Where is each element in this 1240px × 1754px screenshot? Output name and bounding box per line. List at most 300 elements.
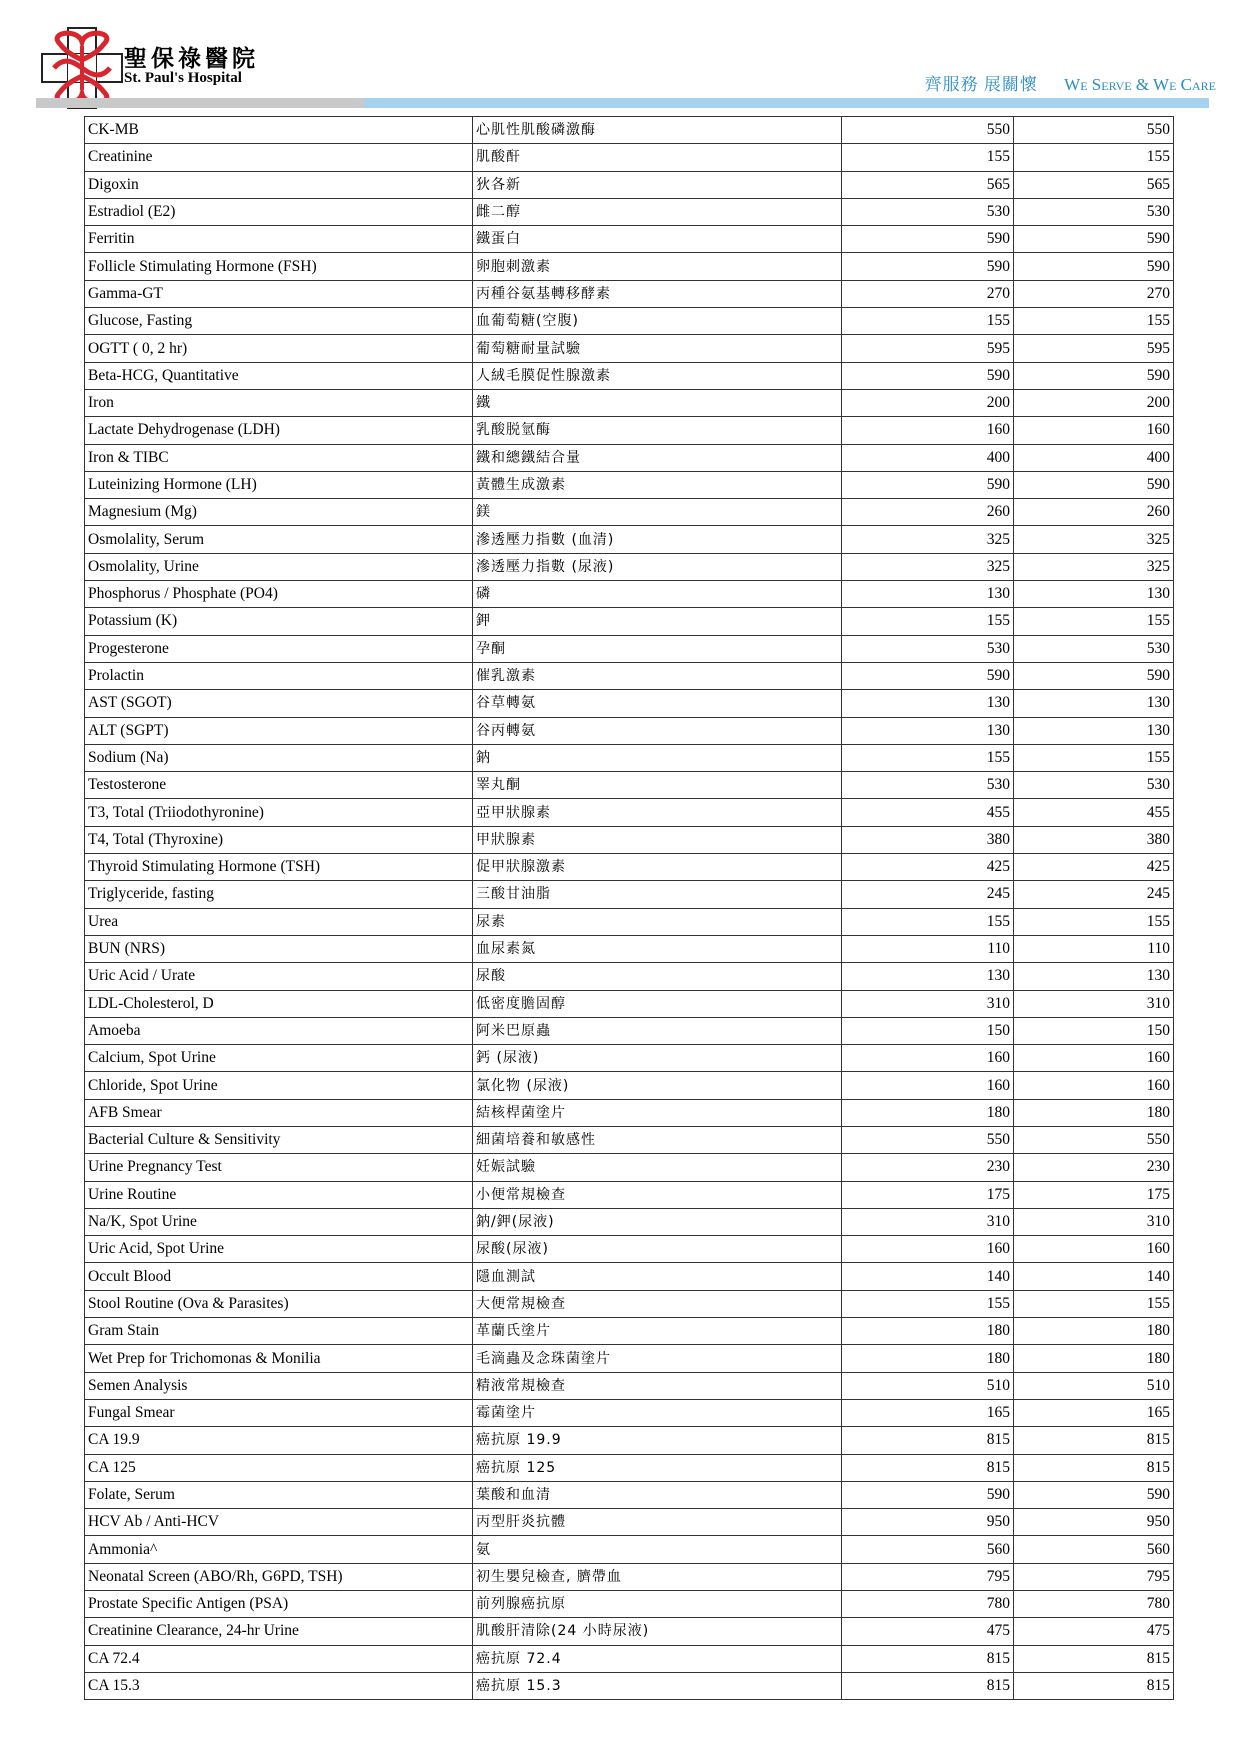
test-name-en: Glucose, Fasting	[85, 308, 473, 335]
price-1: 475	[842, 1618, 1014, 1645]
price-2: 590	[1014, 662, 1174, 689]
test-name-cn: 鈣 (尿液)	[473, 1045, 842, 1072]
price-1: 150	[842, 1017, 1014, 1044]
test-name-cn: 革蘭氏塗片	[473, 1318, 842, 1345]
price-1: 160	[842, 1045, 1014, 1072]
price-1: 155	[842, 744, 1014, 771]
test-name-en: Prolactin	[85, 662, 473, 689]
table-row	[85, 389, 1174, 416]
table-row	[85, 1591, 1174, 1618]
test-name-cn: 乳酸脱氫酶	[473, 417, 842, 444]
price-1: 130	[842, 717, 1014, 744]
test-name-cn: 妊娠試驗	[473, 1154, 842, 1181]
price-1: 550	[842, 1126, 1014, 1153]
test-name-cn: 葉酸和血清	[473, 1481, 842, 1508]
test-name-en: T3, Total (Triiodothyronine)	[85, 799, 473, 826]
price-2: 325	[1014, 526, 1174, 553]
price-1: 200	[842, 389, 1014, 416]
price-2: 530	[1014, 635, 1174, 662]
price-2: 475	[1014, 1618, 1174, 1645]
table-row	[85, 1236, 1174, 1263]
test-name-cn: 滲透壓力指數 (尿液)	[473, 553, 842, 580]
test-name-cn: 小便常規檢查	[473, 1181, 842, 1208]
table-row	[85, 1427, 1174, 1454]
price-1: 565	[842, 171, 1014, 198]
price-2: 155	[1014, 144, 1174, 171]
test-name-cn: 鐵和總鐵結合量	[473, 444, 842, 471]
table-row	[85, 1181, 1174, 1208]
price-1: 155	[842, 908, 1014, 935]
table-row	[85, 417, 1174, 444]
test-name-cn: 肌酸酐	[473, 144, 842, 171]
table-row	[85, 117, 1174, 144]
price-2: 325	[1014, 553, 1174, 580]
header-divider-grey	[36, 98, 364, 108]
test-name-en: LDL-Cholesterol, D	[85, 990, 473, 1017]
test-name-cn: 前列腺癌抗原	[473, 1591, 842, 1618]
price-1: 550	[842, 117, 1014, 144]
table-row	[85, 581, 1174, 608]
price-2: 150	[1014, 1017, 1174, 1044]
price-2: 950	[1014, 1509, 1174, 1536]
price-2: 260	[1014, 499, 1174, 526]
test-name-en: Magnesium (Mg)	[85, 499, 473, 526]
test-name-cn: 丙種谷氨基轉移酵素	[473, 280, 842, 307]
test-name-cn: 血尿素氮	[473, 935, 842, 962]
table-row	[85, 1290, 1174, 1317]
test-name-en: HCV Ab / Anti-HCV	[85, 1509, 473, 1536]
test-name-cn: 人絨毛膜促性腺激素	[473, 362, 842, 389]
price-1: 815	[842, 1672, 1014, 1699]
test-name-cn: 卵胞刺激素	[473, 253, 842, 280]
price-1: 325	[842, 526, 1014, 553]
price-table-body	[85, 117, 1174, 1700]
test-name-en: Urea	[85, 908, 473, 935]
price-1: 795	[842, 1563, 1014, 1590]
test-name-cn: 低密度膽固醇	[473, 990, 842, 1017]
price-2: 400	[1014, 444, 1174, 471]
test-name-en: Na/K, Spot Urine	[85, 1208, 473, 1235]
table-row	[85, 1318, 1174, 1345]
price-2: 245	[1014, 881, 1174, 908]
price-1: 400	[842, 444, 1014, 471]
table-row	[85, 1454, 1174, 1481]
test-name-en: AFB Smear	[85, 1099, 473, 1126]
table-row	[85, 1017, 1174, 1044]
table-row	[85, 553, 1174, 580]
table-row	[85, 471, 1174, 498]
test-name-cn: 甲狀腺素	[473, 826, 842, 853]
test-name-en: BUN (NRS)	[85, 935, 473, 962]
test-name-cn: 鈉	[473, 744, 842, 771]
test-name-en: Sodium (Na)	[85, 744, 473, 771]
test-name-en: AST (SGOT)	[85, 690, 473, 717]
price-1: 130	[842, 963, 1014, 990]
price-1: 595	[842, 335, 1014, 362]
price-1: 815	[842, 1427, 1014, 1454]
table-row	[85, 308, 1174, 335]
price-2: 455	[1014, 799, 1174, 826]
price-2: 160	[1014, 1236, 1174, 1263]
test-name-en: ALT (SGPT)	[85, 717, 473, 744]
table-row	[85, 1372, 1174, 1399]
test-name-en: Urine Routine	[85, 1181, 473, 1208]
test-name-cn: 雌二醇	[473, 198, 842, 225]
test-name-cn: 滲透壓力指數 (血清)	[473, 526, 842, 553]
slogan-cn: 齊服務 展關懷	[924, 75, 1038, 94]
table-row	[85, 1126, 1174, 1153]
price-2: 425	[1014, 854, 1174, 881]
page-header	[0, 0, 1240, 110]
price-2: 550	[1014, 1126, 1174, 1153]
table-row	[85, 171, 1174, 198]
price-1: 815	[842, 1454, 1014, 1481]
table-row	[85, 1208, 1174, 1235]
price-2: 270	[1014, 280, 1174, 307]
table-row	[85, 526, 1174, 553]
price-2: 815	[1014, 1427, 1174, 1454]
test-name-cn: 細菌培養和敏感性	[473, 1126, 842, 1153]
price-2: 155	[1014, 744, 1174, 771]
test-name-en: Urine Pregnancy Test	[85, 1154, 473, 1181]
price-2: 180	[1014, 1345, 1174, 1372]
table-row	[85, 1154, 1174, 1181]
test-name-en: Progesterone	[85, 635, 473, 662]
price-2: 795	[1014, 1563, 1174, 1590]
test-name-en: T4, Total (Thyroxine)	[85, 826, 473, 853]
price-1: 180	[842, 1099, 1014, 1126]
test-name-en: Gram Stain	[85, 1318, 473, 1345]
price-2: 110	[1014, 935, 1174, 962]
price-1: 590	[842, 471, 1014, 498]
table-row	[85, 908, 1174, 935]
price-2: 155	[1014, 608, 1174, 635]
price-2: 510	[1014, 1372, 1174, 1399]
table-row	[85, 744, 1174, 771]
price-2: 530	[1014, 772, 1174, 799]
table-row	[85, 1481, 1174, 1508]
price-2: 200	[1014, 389, 1174, 416]
test-name-en: CK-MB	[85, 117, 473, 144]
test-name-cn: 癌抗原 72.4	[473, 1645, 842, 1672]
price-2: 380	[1014, 826, 1174, 853]
table-row	[85, 1536, 1174, 1563]
price-1: 160	[842, 417, 1014, 444]
price-2: 590	[1014, 226, 1174, 253]
test-name-cn: 鐵	[473, 389, 842, 416]
test-name-en: Iron	[85, 389, 473, 416]
table-row	[85, 1618, 1174, 1645]
test-name-en: Chloride, Spot Urine	[85, 1072, 473, 1099]
table-row	[85, 1672, 1174, 1699]
test-name-cn: 丙型肝炎抗體	[473, 1509, 842, 1536]
slogan	[925, 70, 1216, 95]
hospital-name-cn: 聖保祿醫院	[124, 46, 259, 71]
test-name-cn: 睪丸酮	[473, 772, 842, 799]
table-row	[85, 1072, 1174, 1099]
table-row	[85, 1563, 1174, 1590]
test-name-en: Osmolality, Serum	[85, 526, 473, 553]
price-2: 590	[1014, 362, 1174, 389]
table-row	[85, 690, 1174, 717]
price-2: 155	[1014, 908, 1174, 935]
price-1: 245	[842, 881, 1014, 908]
price-2: 595	[1014, 335, 1174, 362]
table-row	[85, 1645, 1174, 1672]
table-row	[85, 1345, 1174, 1372]
price-1: 155	[842, 1290, 1014, 1317]
price-2: 815	[1014, 1454, 1174, 1481]
table-row	[85, 362, 1174, 389]
price-2: 160	[1014, 417, 1174, 444]
table-row	[85, 444, 1174, 471]
price-1: 590	[842, 362, 1014, 389]
price-2: 130	[1014, 963, 1174, 990]
price-2: 815	[1014, 1645, 1174, 1672]
price-1: 530	[842, 198, 1014, 225]
price-1: 155	[842, 308, 1014, 335]
price-1: 590	[842, 1481, 1014, 1508]
price-2: 160	[1014, 1072, 1174, 1099]
test-name-en: Uric Acid / Urate	[85, 963, 473, 990]
test-name-en: Ferritin	[85, 226, 473, 253]
test-name-cn: 尿素	[473, 908, 842, 935]
test-name-en: Prostate Specific Antigen (PSA)	[85, 1591, 473, 1618]
test-name-cn: 結核桿菌塗片	[473, 1099, 842, 1126]
table-row	[85, 1045, 1174, 1072]
test-name-en: Stool Routine (Ova & Parasites)	[85, 1290, 473, 1317]
test-name-en: Calcium, Spot Urine	[85, 1045, 473, 1072]
test-name-en: Luteinizing Hormone (LH)	[85, 471, 473, 498]
header-divider-blue	[364, 98, 1209, 108]
table-row	[85, 799, 1174, 826]
table-row	[85, 854, 1174, 881]
hospital-name-en: St. Paul's Hospital	[124, 70, 242, 86]
price-1: 815	[842, 1645, 1014, 1672]
test-name-en: Amoeba	[85, 1017, 473, 1044]
test-name-cn: 氨	[473, 1536, 842, 1563]
price-2: 560	[1014, 1536, 1174, 1563]
test-name-cn: 亞甲狀腺素	[473, 799, 842, 826]
test-name-en: Lactate Dehydrogenase (LDH)	[85, 417, 473, 444]
price-2: 780	[1014, 1591, 1174, 1618]
test-name-en: Folate, Serum	[85, 1481, 473, 1508]
price-1: 130	[842, 581, 1014, 608]
price-1: 180	[842, 1345, 1014, 1372]
table-row	[85, 662, 1174, 689]
price-1: 160	[842, 1236, 1014, 1263]
price-2: 180	[1014, 1099, 1174, 1126]
test-name-cn: 催乳激素	[473, 662, 842, 689]
test-name-en: CA 15.3	[85, 1672, 473, 1699]
price-2: 130	[1014, 717, 1174, 744]
table-row	[85, 635, 1174, 662]
table-row	[85, 990, 1174, 1017]
test-name-cn: 谷草轉氨	[473, 690, 842, 717]
test-name-en: Gamma-GT	[85, 280, 473, 307]
test-name-en: Thyroid Stimulating Hormone (TSH)	[85, 854, 473, 881]
table-row	[85, 772, 1174, 799]
price-1: 165	[842, 1399, 1014, 1426]
table-row	[85, 717, 1174, 744]
test-name-cn: 鐵蛋白	[473, 226, 842, 253]
price-2: 590	[1014, 471, 1174, 498]
test-name-en: Occult Blood	[85, 1263, 473, 1290]
table-row	[85, 826, 1174, 853]
price-2: 175	[1014, 1181, 1174, 1208]
test-name-en: Uric Acid, Spot Urine	[85, 1236, 473, 1263]
price-1: 160	[842, 1072, 1014, 1099]
test-name-cn: 血葡萄糖(空腹)	[473, 308, 842, 335]
price-1: 155	[842, 144, 1014, 171]
price-1: 950	[842, 1509, 1014, 1536]
test-name-en: Fungal Smear	[85, 1399, 473, 1426]
price-2: 590	[1014, 1481, 1174, 1508]
price-2: 550	[1014, 117, 1174, 144]
test-name-cn: 黃體生成激素	[473, 471, 842, 498]
test-name-cn: 磷	[473, 581, 842, 608]
price-2: 590	[1014, 253, 1174, 280]
test-name-cn: 氯化物 (尿液)	[473, 1072, 842, 1099]
test-name-cn: 大便常規檢查	[473, 1290, 842, 1317]
test-name-cn: 狄各新	[473, 171, 842, 198]
price-1: 310	[842, 990, 1014, 1017]
price-2: 310	[1014, 990, 1174, 1017]
price-2: 140	[1014, 1263, 1174, 1290]
test-name-en: OGTT ( 0, 2 hr)	[85, 335, 473, 362]
price-2: 815	[1014, 1672, 1174, 1699]
test-name-cn: 鎂	[473, 499, 842, 526]
table-row	[85, 198, 1174, 225]
price-1: 590	[842, 253, 1014, 280]
test-name-en: Neonatal Screen (ABO/Rh, G6PD, TSH)	[85, 1563, 473, 1590]
price-1: 590	[842, 226, 1014, 253]
test-name-cn: 尿酸(尿液)	[473, 1236, 842, 1263]
price-1: 260	[842, 499, 1014, 526]
slogan-en: We Serve & We Care	[1064, 75, 1216, 94]
test-name-en: CA 125	[85, 1454, 473, 1481]
test-name-cn: 尿酸	[473, 963, 842, 990]
test-name-en: Osmolality, Urine	[85, 553, 473, 580]
price-2: 130	[1014, 581, 1174, 608]
price-2: 180	[1014, 1318, 1174, 1345]
price-1: 130	[842, 690, 1014, 717]
price-1: 325	[842, 553, 1014, 580]
price-2: 530	[1014, 198, 1174, 225]
price-2: 130	[1014, 690, 1174, 717]
test-name-en: Potassium (K)	[85, 608, 473, 635]
test-name-cn: 癌抗原 15.3	[473, 1672, 842, 1699]
test-name-cn: 谷丙轉氨	[473, 717, 842, 744]
table-row	[85, 1263, 1174, 1290]
price-1: 455	[842, 799, 1014, 826]
test-name-en: Triglyceride, fasting	[85, 881, 473, 908]
test-name-cn: 隱血測試	[473, 1263, 842, 1290]
price-1: 560	[842, 1536, 1014, 1563]
test-name-en: Testosterone	[85, 772, 473, 799]
test-name-cn: 鈉/鉀(尿液)	[473, 1208, 842, 1235]
test-name-en: Phosphorus / Phosphate (PO4)	[85, 581, 473, 608]
test-name-en: Iron & TIBC	[85, 444, 473, 471]
test-name-cn: 促甲狀腺激素	[473, 854, 842, 881]
table-row	[85, 335, 1174, 362]
test-name-en: Creatinine	[85, 144, 473, 171]
test-name-cn: 葡萄糖耐量試驗	[473, 335, 842, 362]
price-2: 155	[1014, 308, 1174, 335]
price-1: 155	[842, 608, 1014, 635]
test-name-cn: 初生嬰兒檢查, 臍帶血	[473, 1563, 842, 1590]
table-row	[85, 881, 1174, 908]
test-name-en: CA 19.9	[85, 1427, 473, 1454]
table-row	[85, 253, 1174, 280]
price-table	[84, 116, 1174, 1700]
test-name-en: Semen Analysis	[85, 1372, 473, 1399]
price-1: 530	[842, 772, 1014, 799]
test-name-cn: 孕酮	[473, 635, 842, 662]
price-2: 565	[1014, 171, 1174, 198]
table-row	[85, 1099, 1174, 1126]
test-name-en: Wet Prep for Trichomonas & Monilia	[85, 1345, 473, 1372]
price-1: 780	[842, 1591, 1014, 1618]
price-2: 165	[1014, 1399, 1174, 1426]
price-1: 590	[842, 662, 1014, 689]
test-name-cn: 三酸甘油脂	[473, 881, 842, 908]
price-2: 155	[1014, 1290, 1174, 1317]
price-2: 230	[1014, 1154, 1174, 1181]
price-1: 530	[842, 635, 1014, 662]
test-name-cn: 心肌性肌酸磷激酶	[473, 117, 842, 144]
test-name-en: Beta-HCG, Quantitative	[85, 362, 473, 389]
price-1: 140	[842, 1263, 1014, 1290]
price-1: 310	[842, 1208, 1014, 1235]
test-name-en: Bacterial Culture & Sensitivity	[85, 1126, 473, 1153]
table-row	[85, 499, 1174, 526]
test-name-en: CA 72.4	[85, 1645, 473, 1672]
test-name-cn: 精液常規檢查	[473, 1372, 842, 1399]
price-2: 160	[1014, 1045, 1174, 1072]
price-1: 175	[842, 1181, 1014, 1208]
test-name-cn: 阿米巴原蟲	[473, 1017, 842, 1044]
test-name-en: Follicle Stimulating Hormone (FSH)	[85, 253, 473, 280]
table-row	[85, 1399, 1174, 1426]
price-1: 425	[842, 854, 1014, 881]
price-1: 270	[842, 280, 1014, 307]
test-name-en: Estradiol (E2)	[85, 198, 473, 225]
table-row	[85, 226, 1174, 253]
price-1: 380	[842, 826, 1014, 853]
test-name-en: Creatinine Clearance, 24-hr Urine	[85, 1618, 473, 1645]
table-row	[85, 608, 1174, 635]
test-name-cn: 鉀	[473, 608, 842, 635]
test-name-en: Ammonia^	[85, 1536, 473, 1563]
price-1: 180	[842, 1318, 1014, 1345]
table-row	[85, 963, 1174, 990]
table-row	[85, 1509, 1174, 1536]
test-name-cn: 霉菌塗片	[473, 1399, 842, 1426]
test-name-cn: 癌抗原 19.9	[473, 1427, 842, 1454]
price-1: 110	[842, 935, 1014, 962]
price-1: 510	[842, 1372, 1014, 1399]
table-row	[85, 935, 1174, 962]
table-row	[85, 280, 1174, 307]
price-2: 310	[1014, 1208, 1174, 1235]
test-name-cn: 肌酸肝清除(24 小時尿液)	[473, 1618, 842, 1645]
test-name-cn: 癌抗原 125	[473, 1454, 842, 1481]
test-name-en: Digoxin	[85, 171, 473, 198]
price-1: 230	[842, 1154, 1014, 1181]
test-name-cn: 毛滴蟲及念珠菌塗片	[473, 1345, 842, 1372]
table-row	[85, 144, 1174, 171]
